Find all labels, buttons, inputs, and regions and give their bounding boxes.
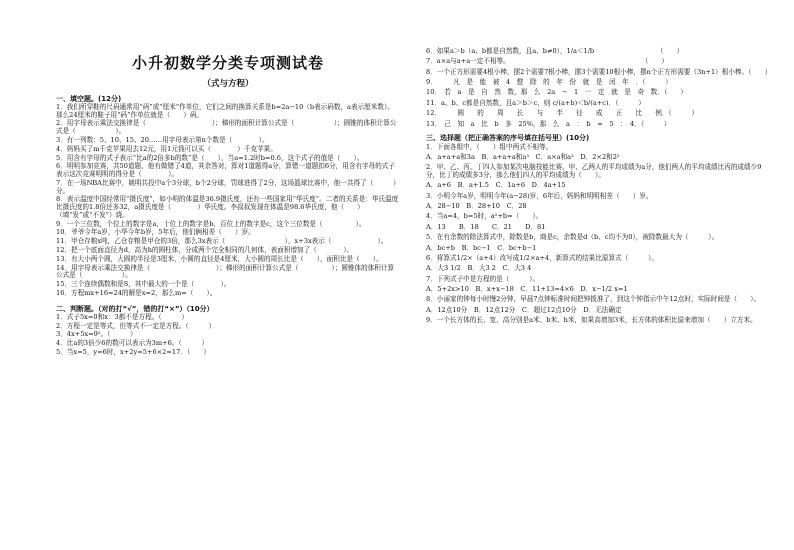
question-item: 16．方程mx+16=24的解是x=2，那么m=（ ）。 xyxy=(56,288,217,297)
choice-question: 4．当a=4，b=5时，a²+b=（ ）。 xyxy=(426,212,543,221)
choice-question: 8．小丽家的钟每小时慢2分钟，早晨7点钟标准时间把钟拨准了，到这个钟指示中午12点时，实际时间是（ ）。 xyxy=(426,295,761,304)
judge-questions-continued xyxy=(426,48,770,128)
judge-item: 12． 圆 的 周 长 与 半 径 成 正 比 例．（ ） xyxy=(426,109,699,118)
question-item: 9．一个三位数，个位上的数字是a，十位上的数字是b，百位上的数字是c，这个三位数是（ ）。 xyxy=(56,219,366,228)
question-item: 6．明明参加竞赛，共50道题，他有做错了4道，其余答对，算对1道题得a分，算错一道题扣6分，用含有字母的式子表示这次竞赛明明的得分是（ ）。 xyxy=(56,162,396,179)
choice-question: 1．下面各组中，（ ）组中两式不相等。 xyxy=(426,142,553,151)
judge-item: 7．a×a与a+a一定不相等。 （ ） xyxy=(426,57,668,66)
judge-item: 8．一个正方形需要4根小棒，摆2个需要7根小棒，摆3个需要10根小棒，摆n个正方形需要（3n+1）根小棒。（ ） xyxy=(426,67,772,76)
choice-question: 6．将算式1/2×（a+4）改写成1/2×a+4，新算式的结果比原算式（ ）。 xyxy=(426,253,658,262)
choice-options: A．bc+b B．bc−1 C．bc+b−1 xyxy=(426,243,537,252)
question-item: 15．三个连续偶数和是S，其中最大的一个是（ ）。 xyxy=(56,280,231,289)
right-column xyxy=(426,48,770,327)
question-item: 2．用字母表示乘法交换律是（ ）；梯形的面积计算公式是（ ）；圆锥的体积计算公式是（ ）。 xyxy=(56,119,397,136)
exam-subtitle: （式与方程） xyxy=(202,78,254,89)
choice-options: A．13 B．18 C．21 D．81 xyxy=(426,222,546,231)
section-judge-heading: 二、判断题。（对的打“√”，错的打“×”）（10分） xyxy=(56,304,214,313)
judge-item: 5．当x=5，y=6时，x+2y=5+6×2=17．（ ） xyxy=(56,347,210,356)
choice-questions xyxy=(426,144,770,325)
section-fill-in-heading: 一、填空题。(12分) xyxy=(56,94,122,103)
judge-item: 1．式子5x=0和x：3都不是方程。（ ） xyxy=(56,312,188,321)
fill-in-questions xyxy=(56,104,400,298)
question-item: 14．用字母表示乘法交换律是（ ）；梯形的面积计算公式是（ ）；圆锥体的体积计算公式是（ ）。 xyxy=(56,263,395,280)
choice-question: 2．甲、乙、丙、丁四人参加某次电脑技能比赛，甲、乙两人的平均成绩为a分，他们两人的平均成绩比丙的成绩少9分，比丁的成绩多3分，那么他们四人的平均成绩为（ ）。 xyxy=(426,163,762,180)
choice-question: 3．小明今年a岁，明明今年(a−28)岁，6年后，妈妈和明明相差（ ）岁。 xyxy=(426,191,653,200)
choice-options: A．12点10分 B．12点12分 C．超过12点10分 D．无法确定 xyxy=(426,305,622,314)
question-item: 11．甲仓存粮x吨，乙仓存粮是甲仓的3倍，那么3x表示（ ），x+3x表示（ ）。 xyxy=(56,237,388,246)
choice-options: A．a+6 B．a+1.5 C．1a+6 D．4a+15 xyxy=(426,181,566,190)
choice-question: 9．一个长方体的长、宽、高分别是a米、b米、h米，如果高增加3米，长方体的体积比原来增加（ ）立方米。 xyxy=(426,316,757,325)
question-item: 4．妈妈买了m千克苹果用去12元，用1元钱可以买（ ）千克苹果。 xyxy=(56,144,277,153)
judge-item: 10． 若 a 是 自 然 数，那 么 2a − 1 一 定 就 是 奇 数．（ ） xyxy=(426,88,687,97)
choice-question: 7．下列式子中是方程的是（ ）。 xyxy=(426,274,539,283)
judge-item: 9． 凡 是 能 被 4 整 除 的 年 份 就 是 闰 年 ．（ ） xyxy=(426,78,672,87)
choice-options: A．28−10 B．28+10 C．28 xyxy=(426,202,527,211)
section-choice-heading: 三、选择题（把正确答案的序号填在括号里）(10分) xyxy=(426,134,590,143)
question-item: 12．把一个底面直径为d，高为h的圆柱体，分成两个完全相同的几何体，表面积增加了（ ）。 xyxy=(56,245,354,254)
judge-item: 13． 己 知 a 比 b 多 25%，那 么 a ： b = 5 ： 4．（ ） xyxy=(426,119,671,128)
judge-item: 4．比a的3倍少6的数可以表示为3m+6。（ ） xyxy=(56,339,209,348)
judge-item: 3．4x+5x=9²。（ ） xyxy=(56,330,137,339)
choice-options: A．5+2x>10 B．x+x−18 C．11+13=4×6 D．x−1/2 x=1 xyxy=(426,284,628,293)
judge-item: 2．方程一定是等式，但等式不一定是方程。（ ） xyxy=(56,321,216,330)
judge-item: 11．a、b、c都是自然数，且a＞b＞c，则 c/(a+b)＜b/(a+c)．（ ） xyxy=(426,98,645,107)
choice-options: A．a+a+a和3a B．a+a+a和a³ C．a×a和a² D．2×2和2² xyxy=(426,152,620,161)
question-item: 5．用含有字母的式子表示“比a的2倍多b的数”是（ ），当a=1.2时b=0.6，这个式子的值是（ ）。 xyxy=(56,153,364,162)
question-item: 1．我们所穿鞋的尺码通常用“码”或“厘米”作单位，它们之间的换算关系是b=2a−10（b表示码数，a表示厘米数）。那么24厘米的鞋子用“码”作单位就是（ ）码。 xyxy=(56,102,394,119)
left-column xyxy=(56,0,400,358)
judge-item: 6．如果a＞b（a、b都是自然数，且a、b≠0），1/a＜1/b （ ） xyxy=(426,47,684,55)
question-item: 7．在一场NBA比赛中，姚明共投中a个3分球，b个2分球，罚球进得了2分，这场篮球比赛中，他一共得了（ ）分。 xyxy=(56,178,400,195)
question-item: 3．有一列数：5、10、15、20……用字母表示第n个数是（ ）。 xyxy=(56,136,269,145)
judge-questions xyxy=(56,314,400,357)
question-item: 13．有大小两个圆，大圆的半径是3厘米，小圆的直径是4厘米，大小圆的周长比是（ ），面积比是（ ）。 xyxy=(56,254,383,263)
question-item: 10．爷爷今年a岁，小华今年b岁，5年后，他们俩相差（ ）岁。 xyxy=(56,228,255,237)
choice-question: 5．在有余数的除法算式中，除数是b，商是c，余数是d（b、c均不为0），被除数最大为（ ）。 xyxy=(426,233,719,242)
question-item: 8．表示温度中国经常用“摄氏度”，如小明的体温是36.9摄氏度，还有一些国家用“华氏度”。二者的关系是：华氏温度比摄氏度的1.8倍还多32，a摄氏度是（ ）华氏度。李叔叔发现在体温是98.6华氏度，他（ ）（填“发”或“不发”）烧。 xyxy=(56,195,399,219)
choice-options: A．大3 1/2 B．大3 2 C．大3 4 xyxy=(426,264,532,273)
exam-title: 小升初数学分类专项测试卷 xyxy=(131,54,324,72)
